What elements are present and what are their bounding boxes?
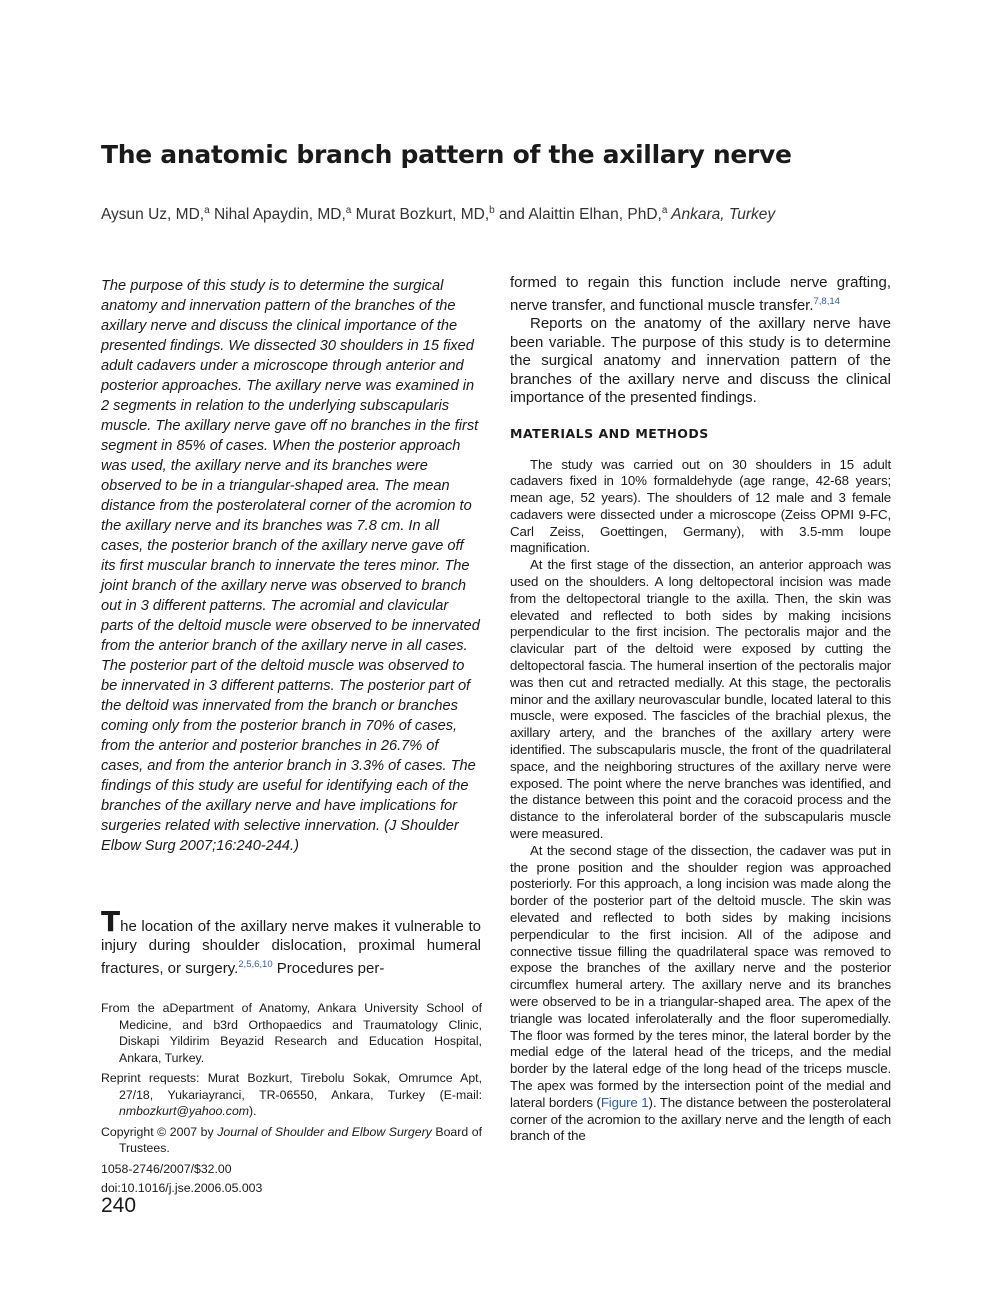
- reprint-text: Reprint requests: Murat Bozkurt, Tirebolu Sokak, Omrumce Apt, 27/18, Yukariayranci, TR-06550, Ankara, Turkey (E-mail:: [101, 1071, 482, 1102]
- paragraph: [510, 843, 891, 1145]
- paragraph-text: ). The distance between the posterolateral corner of the acromion to the axillary nerve and the length of each branch of the: [510, 1094, 891, 1144]
- journal-name: Journal of Shoulder and Elbow Surgery: [217, 1124, 432, 1139]
- author-name: Murat Bozkurt, MD,: [351, 206, 490, 224]
- footnotes: [101, 1000, 482, 1200]
- author-name: Aysun Uz, MD,: [101, 206, 205, 224]
- intro-text: he location of the axillary nerve makes it vulnerable to injury during shoulder dislocation, proximal humeral fractures, or surgery.: [101, 918, 481, 977]
- author-affiliation: a: [661, 205, 668, 216]
- copyright-text: Copyright © 2007 by: [101, 1124, 218, 1139]
- author-affiliation: b: [489, 205, 495, 216]
- copyright-end: Board of Trustees.: [119, 1124, 482, 1155]
- author-affiliation: a: [204, 205, 210, 216]
- author-name: and Alaittin Elhan, PhD,: [494, 206, 662, 224]
- right-column: [510, 274, 891, 1145]
- author-affiliation: a: [345, 205, 352, 216]
- email-link[interactable]: nmbozkurt@yahoo.com: [119, 1104, 250, 1118]
- page-number: 240: [101, 1194, 137, 1217]
- footnote-issn: 1058-2746/2007/$32.00: [101, 1161, 232, 1176]
- article-title: The anatomic branch pattern of the axillary nerve: [101, 140, 792, 169]
- paragraph: At the first stage of the dissection, an anterior approach was used on the shoulders. A long deltopectoral incision was made from the deltopectoral triangle to the axilla. Then, the skin was elevated and reflected to both sides by making incisions perpendicular to the first incision. The pectoralis major and the clavicular part of the deltoid were exposed by cutting the deltopectoral fascia. The humeral insertion of the pectoralis major was then cut and retracted medially. At this stage, the pectoralis minor and the axillary neurovascular bundle, located lateral to this muscle, were exposed. The fascicles of the brachial plexus, the axillary artery, and the branches of the axillary artery were identified. The subscapularis muscle, the front of the quadrilateral space, and the neighboring structures of the axillary nerve were exposed. The point where the nerve branches was identified, and the distance between this point and the coracoid process and the distance to the inferolateral border of the subscapularis muscle were measured.: [510, 557, 891, 842]
- paragraph: The study was carried out on 30 shoulders in 15 adult cadavers fixed in 10% formaldehyde (age range, 42-68 years; mean age, 52 years). The shoulders of 12 male and 3 female cadavers were dissected under a microscope (Zeiss OPMI 9-FC, Carl Zeiss, Goettingen, Germany), with 3.5-mm loupe magnification.: [510, 456, 891, 556]
- abstract: The purpose of this study is to determine the surgical anatomy and innervation pattern of the branches of the axillary nerve and discuss the clinical importance of the presented findings. We dissected 30 shoulders in 15 fixed adult cadavers under a microscope through anterior and posterior approaches. The axillary nerve was examined in 2 segments in relation to the underlying subscapularis muscle. The axillary nerve gave off no branches in the first segment in 85% of cases. When the posterior approach was used, the axillary nerve and its branches were observed to be in a triangular-shaped area. The mean distance from the posterolateral corner of the acromion to the axillary nerve and its branches was 7.8 cm. In all cases, the posterior branch of the axillary nerve gave off its first muscular branch to innervate the teres minor. The joint branch of the axillary nerve was observed to branch out in 3 different patterns. The acromial and clavicular parts of the deltoid muscle were observed to be innervated from the anterior branch of the axillary nerve in all cases. The posterior part of the deltoid muscle was observed to be innervated in 3 different patterns. The posterior part of the deltoid was innervated from the branch or branches coming only from the posterior branch in 70% of cases, from the anterior and posterior branches in 26.7% of cases, and from the anterior branch in 3.3% of cases. The findings of this study are useful for identifying each of the branches of the axillary nerve and have implications for surgeries related with selective innervation. (J Shoulder Elbow Surg 2007;16:240-244.): [101, 278, 480, 854]
- figure-link[interactable]: Figure 1: [600, 1094, 649, 1110]
- footnote-affiliations: From the aDepartment of Anatomy, Ankara University School of Medicine, and b3rd Orthopaedics and Traumatology Clinic, Diskapi Yildirim Beyazid Research and Education Hospital, Ankara, Turkey.: [101, 1001, 482, 1065]
- reprint-end: ).: [249, 1104, 257, 1118]
- intro-text-tail: Procedures per-: [272, 960, 385, 977]
- footnote-doi[interactable]: doi:10.1016/j.jse.2006.05.003: [101, 1181, 263, 1195]
- author-location: Ankara, Turkey: [667, 206, 776, 224]
- citation-link[interactable]: 7,8,14: [813, 295, 840, 307]
- citation-link[interactable]: 2,5,6,10: [238, 959, 273, 970]
- section-heading: MATERIALS AND METHODS: [510, 425, 709, 441]
- drop-cap: T: [101, 905, 121, 938]
- author-name: Nihal Apaydin, MD,: [209, 206, 346, 224]
- footnote-reprint: [101, 1070, 482, 1120]
- intro-paragraph: [101, 905, 481, 978]
- paragraph: Reports on the anatomy of the axillary nerve have been variable. The purpose of this study is to determine the surgical anatomy and innervation pattern of the branches of the axillary nerve and discuss the clinical importance of the presented findings.: [510, 315, 891, 406]
- paragraph: [510, 274, 891, 315]
- author-line: [101, 205, 921, 224]
- paragraph-text: At the second stage of the dissection, the cadaver was put in the prone position and the shoulder region was approached posteriorly. For this approach, a long incision was made along the border of the posterior part of the deltoid muscle. The skin was elevated and reflected to both sides by making incisions perpendicular to the first incision. All of the adipose and connective tissue filling the quadrilateral space was removed to expose the branches of the axillary nerve and the posterior circumflex humeral artery. The axillary nerve and its branches were observed to be in a triangular-shaped area. The apex of the triangle was located inferolaterally and the floor superomedially. The floor was formed by the teres minor, the lateral border by the medial edge of the lateral head of the triceps, and the medial border by the lateral edge of the long head of the triceps muscle. The apex was formed by the intersection point of the medial and lateral borders (: [510, 842, 891, 1110]
- paragraph-text: formed to regain this function include nerve grafting, nerve transfer, and functional muscle transfer.: [510, 274, 891, 314]
- footnote-copyright: [101, 1124, 482, 1157]
